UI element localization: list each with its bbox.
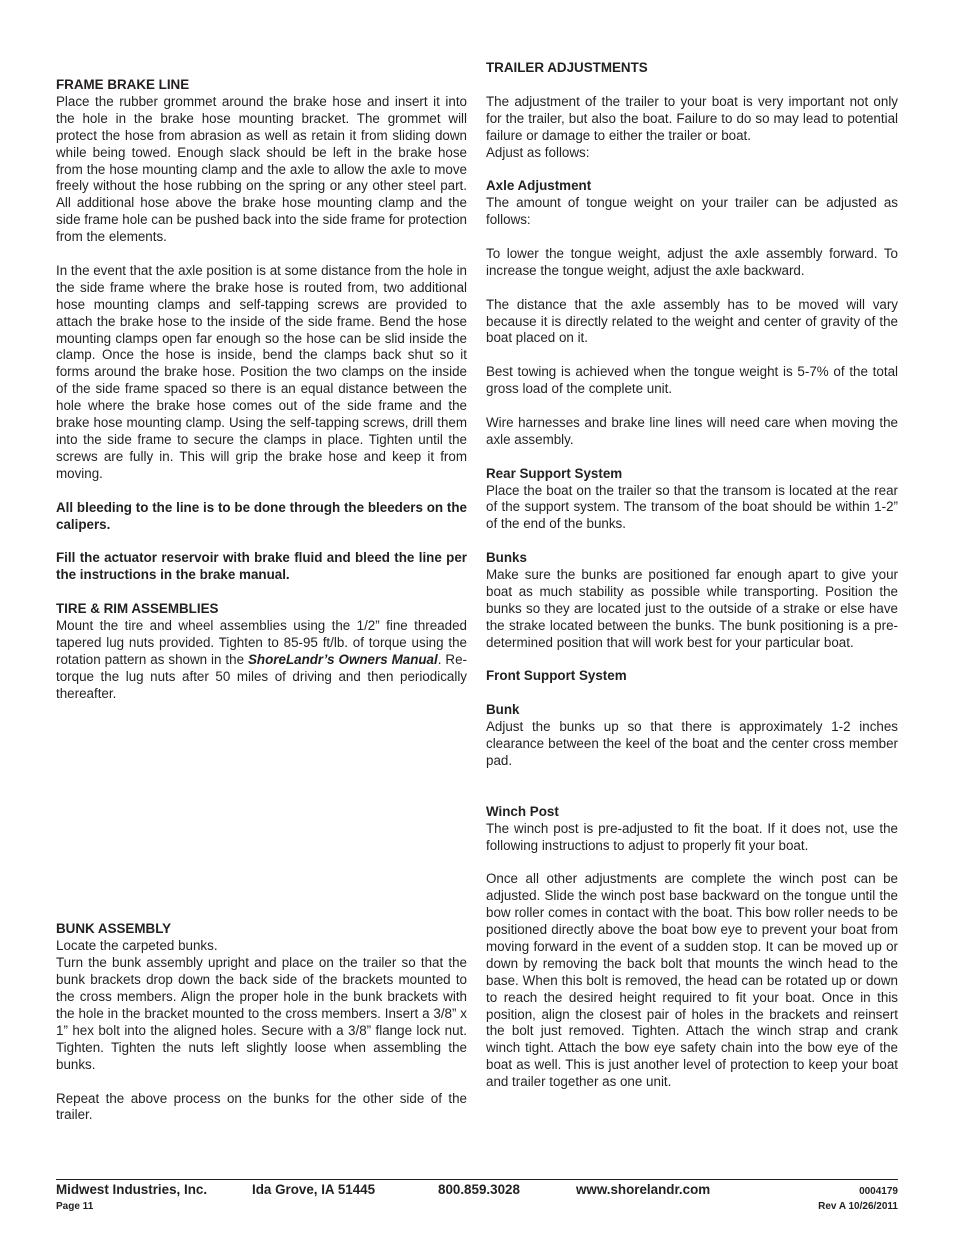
bleeding-note: All bleeding to the line is to be done through the bleeders on the calipers. <box>56 499 467 532</box>
frame-brake-line-paragraph-1: Place the rubber grommet around the brake hose and insert it into the hole in the brake hose mounting bracket. The grommet will protect the hose from abrasion as well as retain it from sliding down while being towed. Enough slack should be left in the brake hose from the hose mounting clamp and the axle to allow the axle to move freely without the hose rubbing on the spring or any other steel part. All additional hose above the brake hose mounting clamp and the side frame hole can be pushed back into the side frame for protection from the elements. <box>56 93 467 245</box>
tire-rim-heading: TIRE & RIM ASSEMBLIES <box>56 601 219 617</box>
axle-paragraph-2: To lower the tongue weight, adjust the axle assembly forward. To increase the tongue weight, adjust the axle backward. <box>486 245 898 278</box>
owners-manual-title: ShoreLandr’s Owners Manual <box>248 651 438 667</box>
right-column <box>486 0 898 1091</box>
bunks-paragraph: Make sure the bunks are positioned far enough apart to give your boat as much stability as possible while transporting. Position the bunks so they are located just to the outside of a strake or else have the strake located between the bunks. The bunk positioning is a pre-determined position that will work best for your particular boat. <box>486 567 898 650</box>
trailer-adjustments-intro: The adjustment of the trailer to your boat is very important not only for the trailer, but also the boat. Failure to do so may lead to potential failure or damage to either the trailer or boat. <box>486 93 898 143</box>
axle-paragraph-4: Best towing is achieved when the tongue weight is 5-7% of the total gross load of the complete unit. <box>486 364 898 397</box>
bunk-paragraph: Adjust the bunks up so that there is approximately 1-2 inches clearance between the keel of the boat and the center cross member pad. <box>486 719 898 768</box>
rear-support-heading: Rear Support System <box>486 465 623 481</box>
winch-post-heading: Winch Post <box>486 803 559 819</box>
bunk-heading: Bunk <box>486 702 520 718</box>
frame-brake-line-heading: FRAME BRAKE LINE <box>56 77 190 92</box>
footer-website[interactable]: www.shorelandr.com <box>576 1182 711 1197</box>
footer-phone: 800.859.3028 <box>438 1182 520 1197</box>
footer-doc-number: 0004179 <box>859 1186 898 1197</box>
axle-paragraph-5: Wire harnesses and brake line lines will need care when moving the axle assembly. <box>486 414 898 447</box>
footer-revision: Rev A 10/26/2011 <box>818 1201 898 1212</box>
reservoir-note: Fill the actuator reservoir with brake fluid and bleed the line per the instructions in the brake manual. <box>56 550 467 583</box>
front-support-heading: Front Support System <box>486 668 627 684</box>
rear-support-paragraph: Place the boat on the trailer so that the transom is located at the rear of the support system. The transom of the boat should be within 1-2” of the end of the bunks. <box>486 482 898 532</box>
bunk-assembly-paragraph-2: Repeat the above process on the bunks for the other side of the trailer. <box>56 1090 467 1123</box>
axle-paragraph-3: The distance that the axle assembly has to be moved will vary because it is directly related to the weight and center of gravity of the boat placed on it. <box>486 296 898 346</box>
trailer-adjustments-heading: TRAILER ADJUSTMENTS <box>486 60 648 75</box>
winch-post-paragraph-2: Once all other adjustments are complete the winch post can be adjusted. Slide the winch post base backward on the tongue until the bow roller comes in contact with the boat. This bow roller needs to be positioned directly above the boat bow eye to prevent your boat from moving forward in the event of a sudden stop. It can be moved up or down by removing the back bolt that mounts the winch head to the base. When this bolt is removed, the head can be rotated up or down to reach the desired height required to fit your boat. Once in this position, align the closest pair of holes in the brackets and reinsert the bolt just removed. Tighten. Attach the winch strap and crank winch tight. Attach the bow eye safety chain into the bow eye of the boat as well. This is just another level of protection to keep your boat and trailer together as one unit. <box>486 871 898 1090</box>
winch-post-paragraph-1: The winch post is pre-adjusted to fit the boat. If it does not, use the following instructions to adjust to properly fit your boat. <box>486 820 898 853</box>
footer-location: Ida Grove, IA 51445 <box>252 1182 376 1197</box>
frame-brake-line-paragraph-2: In the event that the axle position is at some distance from the hole in the side frame where the brake hose is routed from, two additional hose mounting clamps and self-tapping screws are provided to attach the brake hose to the inside of the side frame. Bend the hose mounting clamps open far enough so the hose can be slid inside the clamp. Once the hose is inside, bend the clamps back shut so it forms around the brake hose. Position the two clamps on the inside of the side frame spaced so there is an equal distance between the hole where the brake hose comes out of the side frame and the brake hose mounting clamp. Using the self-tapping screws, drill them into the side frame to secure the clamps in place. Tighten until the screws are fully in. This will grip the brake hose and keep it from moving. <box>56 262 467 481</box>
left-column <box>56 0 467 1124</box>
footer-page-number: Page 11 <box>56 1201 94 1212</box>
bunk-assembly-paragraph-1: Turn the bunk assembly upright and place on the trailer so that the bunk brackets drop down the back side of the brackets mounted to the cross members. Align the proper hole in the bunk brackets with the hole in the bracket mounted to the cross members. Insert a 3/8” x 1” hex bolt into the aligned holes. Secure with a 3/8” flange lock nut. Tighten. Tighten the nuts left slightly loose when assembling the bunks. <box>56 955 467 1072</box>
bunks-heading: Bunks <box>486 550 527 566</box>
footer-divider <box>56 1179 898 1180</box>
adjust-as-follows: Adjust as follows: <box>486 144 590 160</box>
axle-adjustment-heading: Axle Adjustment <box>486 178 592 194</box>
tire-rim-paragraph: Mount the tire and wheel assemblies using the 1/2” fine threaded tapered lug nuts provided. Tighten to 85-95 ft/lb. of torque using the rotation pattern as shown in the ShoreLandr’s Owners Manual. Re-torque the lug nuts after 50 miles of driving and then periodically thereafter. <box>56 617 467 701</box>
bunk-assembly-heading: BUNK ASSEMBLY <box>56 921 172 937</box>
bunk-assembly-line-1: Locate the carpeted bunks. <box>56 938 218 954</box>
footer-company: Midwest Industries, Inc. <box>56 1182 208 1197</box>
axle-paragraph-1: The amount of tongue weight on your trailer can be adjusted as follows: <box>486 195 898 228</box>
